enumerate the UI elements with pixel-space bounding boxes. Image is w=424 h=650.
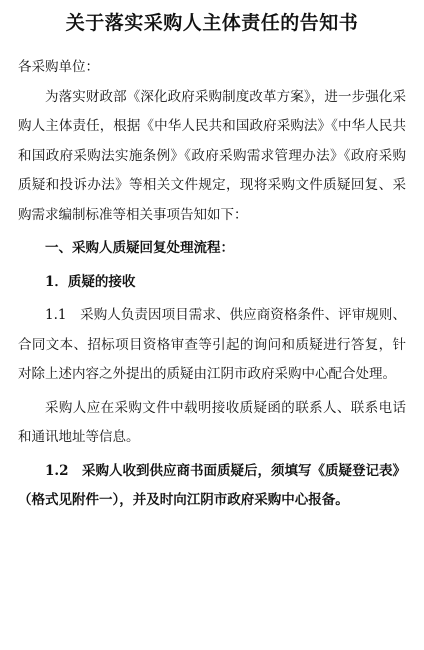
paragraph-1-2: 1.2 采购人收到供应商书面质疑后，须填写《质疑登记表》（格式见附件一），并及时向江阴市政府采购中心报备。 <box>18 462 406 508</box>
subsection-1-heading: 1．质疑的接收 <box>45 273 136 290</box>
contact-paragraph: 采购人应在采购文件中载明接收质疑函的联系人、联系电话和通讯地址等信息。 <box>18 399 406 445</box>
intro-paragraph: 为落实财政部《深化政府采购制度改革方案》，进一步强化采购人主体责任，根据《中华人民共和国政府采购法》《中华人民共和国政府采购法实施条例》《政府采购需求管理办法》《政府采购质疑和投诉办法》等相关文件规定，现将采购文件质疑回复、采购需求编制标准等相关事项告知如下： <box>18 88 406 223</box>
paragraph-1-1: 1.1 采购人负责因项目需求、供应商资格条件、评审规则、合同文本、招标项目资格审查等引起的询问和质疑进行答复，针对除上述内容之外提出的质疑由江阴市政府采购中心配合处理。 <box>18 307 406 382</box>
section-1-heading: 一、采购人质疑回复处理流程： <box>45 240 234 256</box>
salutation: 各采购单位： <box>18 59 99 75</box>
document-title: 关于落实采购人主体责任的告知书 <box>65 12 359 34</box>
